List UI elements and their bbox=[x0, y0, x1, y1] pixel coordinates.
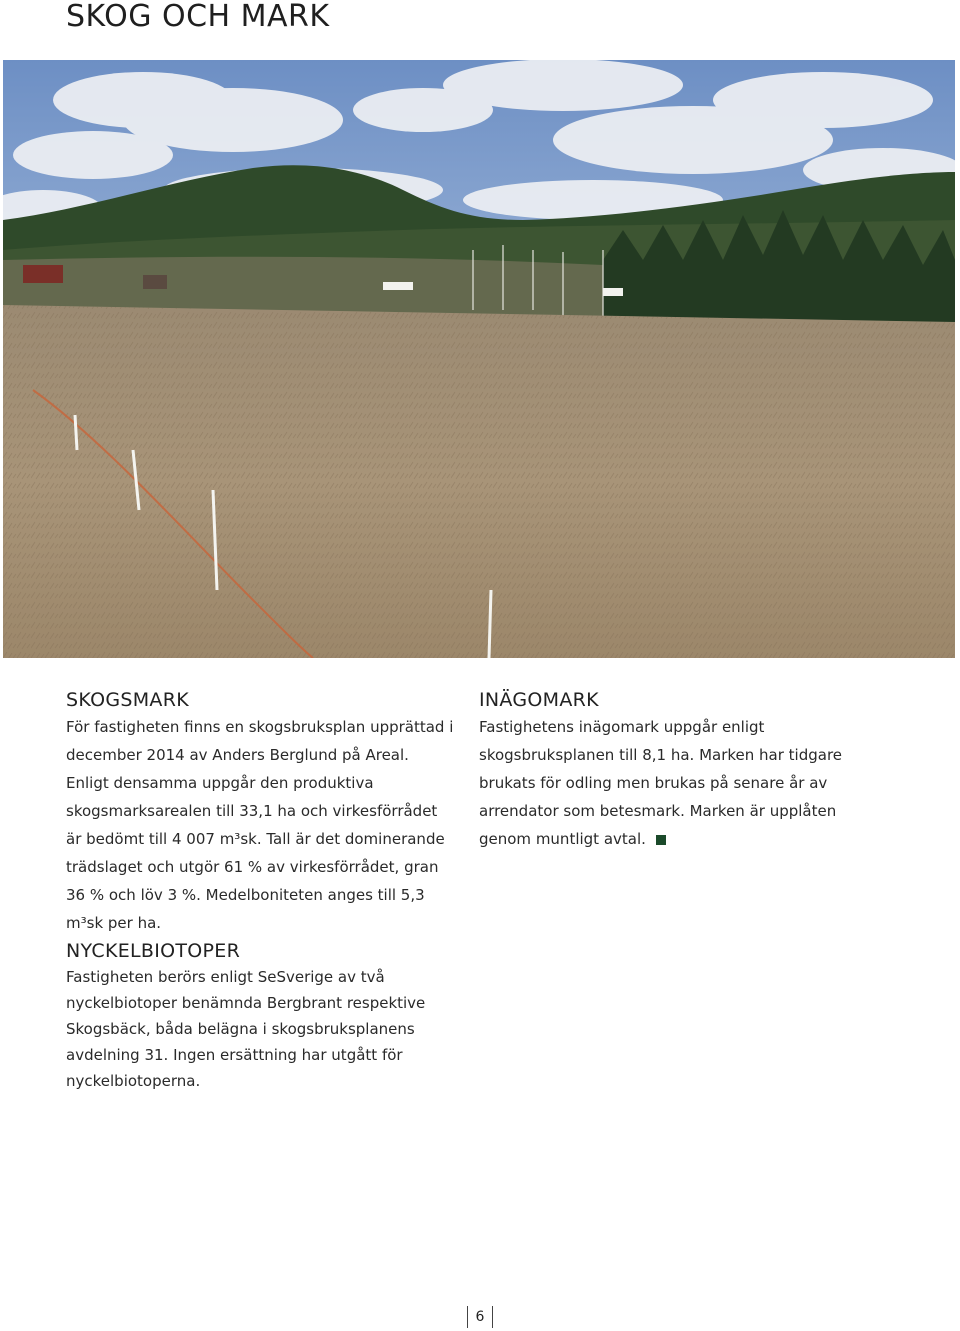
page-title: SKOG OCH MARK bbox=[66, 0, 330, 34]
end-mark-square-icon bbox=[656, 835, 666, 845]
landscape-photo bbox=[3, 60, 955, 658]
nyckelbiotoper-body: Fastigheten berörs enligt SeSverige av två nyckelbiotoper benämnda Bergbrant respektive Skogsbäck, båda belägna i skogsbruksplanens avdelning 31. Ingen ersättning har utgått för nyckelbiotoperna. bbox=[66, 968, 426, 1090]
inagomark-body: Fastighetens inägomark uppgår enligt skogsbruksplanen till 8,1 ha. Marken har tidgare brukats för odling men brukas på senare år av arrendator som betesmark. Marken är upplåten genom muntligt avtal. bbox=[479, 718, 843, 848]
skogsmark-section bbox=[66, 687, 456, 937]
skogsmark-body: För fastigheten finns en skogsbruksplan upprättad i december 2014 av Anders Berglund på Areal. Enligt densamma uppgår den produktiva skogsmarksarealen till 33,1 ha och virkesförrådet är bedömt till 4 007 m³sk. Tall är det dominerande trädslaget och utgör 61 % av virkesförrådet, gran 36 % och löv 3 %. Medelboniteten anges till 5,3 m³sk per ha. bbox=[66, 718, 454, 932]
inagomark-heading: INÄGOMARK bbox=[479, 689, 599, 711]
nyckelbiotoper-heading: NYCKELBIOTOPER bbox=[66, 940, 241, 962]
inagomark-paragraph bbox=[479, 713, 879, 853]
page-number: 6 bbox=[467, 1306, 493, 1328]
skogsmark-heading: SKOGSMARK bbox=[66, 689, 189, 711]
inagomark-section bbox=[479, 687, 879, 853]
nyckelbiotoper-section bbox=[66, 938, 456, 1094]
